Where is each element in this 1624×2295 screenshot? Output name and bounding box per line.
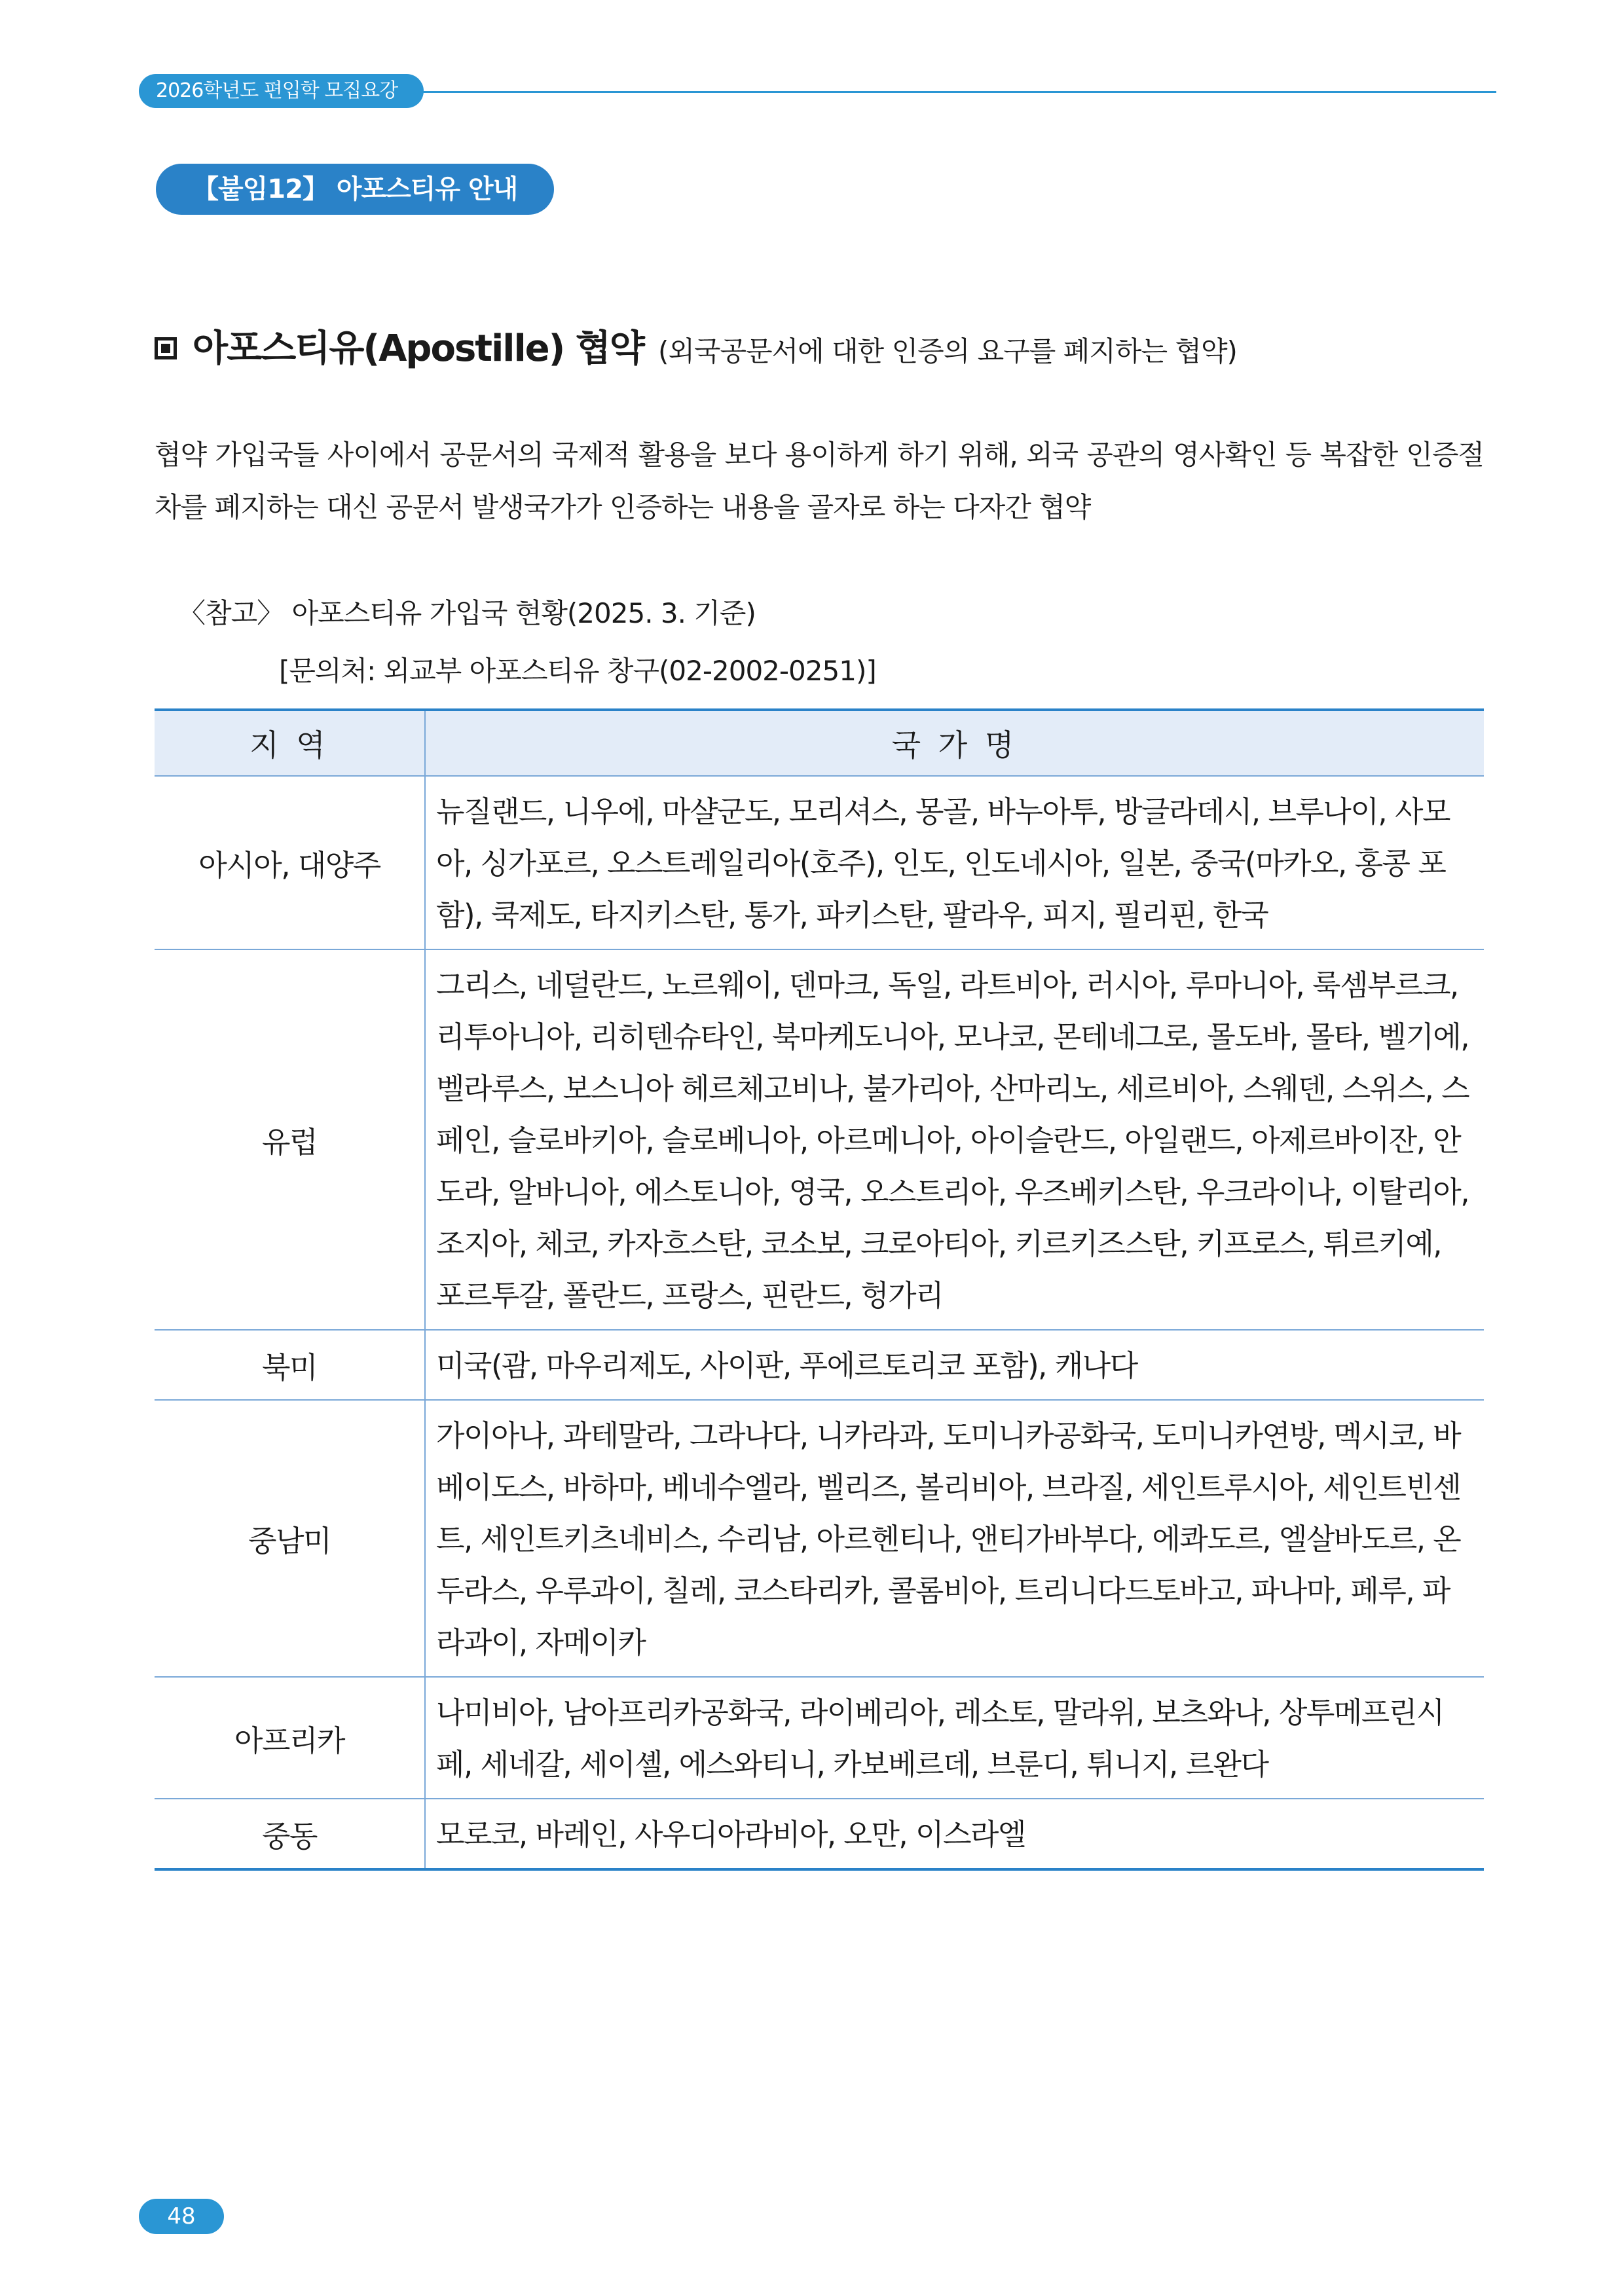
page-number: 48 [139, 2199, 224, 2234]
table-row [155, 1400, 1484, 1677]
contact-info: [문의처: 외교부 아포스티유 창구(02-2002-0251)] [279, 655, 876, 687]
table-row [155, 1677, 1484, 1799]
intro-paragraph: 협약 가입국들 사이에서 공문서의 국제적 활용을 보다 용이하게 하기 위해, 외국 공관의 영사확인 등 복잡한 인증절차를 폐지하는 대신 공문서 발생국가가 인증하는 내용을 골자로 하는 다자간 협약 [155, 439, 1484, 523]
countries-column-header: 국 가 명 [425, 710, 1484, 776]
region-cell: 아시아, 대양주 [155, 776, 425, 949]
region-cell: 중동 [155, 1799, 425, 1869]
section-title: 아포스티유(Apostille) 협약 [193, 327, 644, 370]
region-column-header: 지 역 [155, 710, 425, 776]
region-cell: 중남미 [155, 1400, 425, 1677]
apostille-countries-table [155, 708, 1484, 1871]
region-cell: 아프리카 [155, 1677, 425, 1799]
table-row [155, 1799, 1484, 1869]
countries-cell: 그리스, 네덜란드, 노르웨이, 덴마크, 독일, 라트비아, 러시아, 루마니아, 룩셈부르크, 리투아니아, 리히텐슈타인, 북마케도니아, 모나코, 몬테네그로, 몰도바, 몰타, 벨기에, 벨라루스, 보스니아 헤르체고비나, 불가리아, 산마리노, 세르비아, 스웨덴, 스위스, 스페인, 슬로바키아, 슬로베니아, 아르메니아, 아이슬란드, 아일랜드, 아제르바이잔, 안도라, 알바니아, 에스토니아, 영국, 오스트리아, 우즈베키스탄, 우크라이나, 이탈리아, 조지아, 체코, 카자흐스탄, 코소보, 크로아티아, 키르키즈스탄, 키프로스, 튀르키예, 포르투갈, 폴란드, 프랑스, 핀란드, 헝가리 [425, 949, 1484, 1330]
reference-note: 〈참고〉 아포스티유 가입국 현황(2025. 3. 기준) [178, 597, 756, 629]
countries-cell: 가이아나, 과테말라, 그라나다, 니카라과, 도미니카공화국, 도미니카연방, 멕시코, 바베이도스, 바하마, 베네수엘라, 벨리즈, 볼리비아, 브라질, 세인트루시아, 세인트빈센트, 세인트키츠네비스, 수리남, 아르헨티나, 앤티가바부다, 에콰도르, 엘살바도르, 온두라스, 우루과이, 칠레, 코스타리카, 콜롬비아, 트리니다드토바고, 파나마, 페루, 파라과이, 자메이카 [425, 1400, 1484, 1677]
region-cell: 유럽 [155, 949, 425, 1330]
document-header-label: 2026학년도 편입학 모집요강 [139, 74, 424, 108]
section-heading [155, 320, 1497, 372]
table-row [155, 949, 1484, 1330]
table-row [155, 1330, 1484, 1400]
table-row [155, 776, 1484, 949]
countries-cell: 뉴질랜드, 니우에, 마샬군도, 모리셔스, 몽골, 바누아투, 방글라데시, 브루나이, 사모아, 싱가포르, 오스트레일리아(호주), 인도, 인도네시아, 일본, 중국(마카오, 홍콩 포함), 쿡제도, 타지키스탄, 통가, 파키스탄, 팔라우, 피지, 필리핀, 한국 [425, 776, 1484, 949]
countries-cell: 나미비아, 남아프리카공화국, 라이베리아, 레소토, 말라위, 보츠와나, 상투메프린시페, 세네갈, 세이셸, 에스와티니, 카보베르데, 브룬디, 튀니지, 르완다 [425, 1677, 1484, 1799]
header-rule [419, 91, 1496, 93]
countries-cell: 모로코, 바레인, 사우디아라비아, 오만, 이스라엘 [425, 1799, 1484, 1869]
region-cell: 북미 [155, 1330, 425, 1400]
table-header-row [155, 710, 1484, 776]
filled-square-icon [155, 337, 177, 359]
attachment-label: 【붙임12】 아포스티유 안내 [156, 164, 554, 215]
section-subtitle: (외국공문서에 대한 인증의 요구를 폐지하는 협약) [657, 335, 1237, 367]
countries-cell: 미국(괌, 마우리제도, 사이판, 푸에르토리코 포함), 캐나다 [425, 1330, 1484, 1400]
